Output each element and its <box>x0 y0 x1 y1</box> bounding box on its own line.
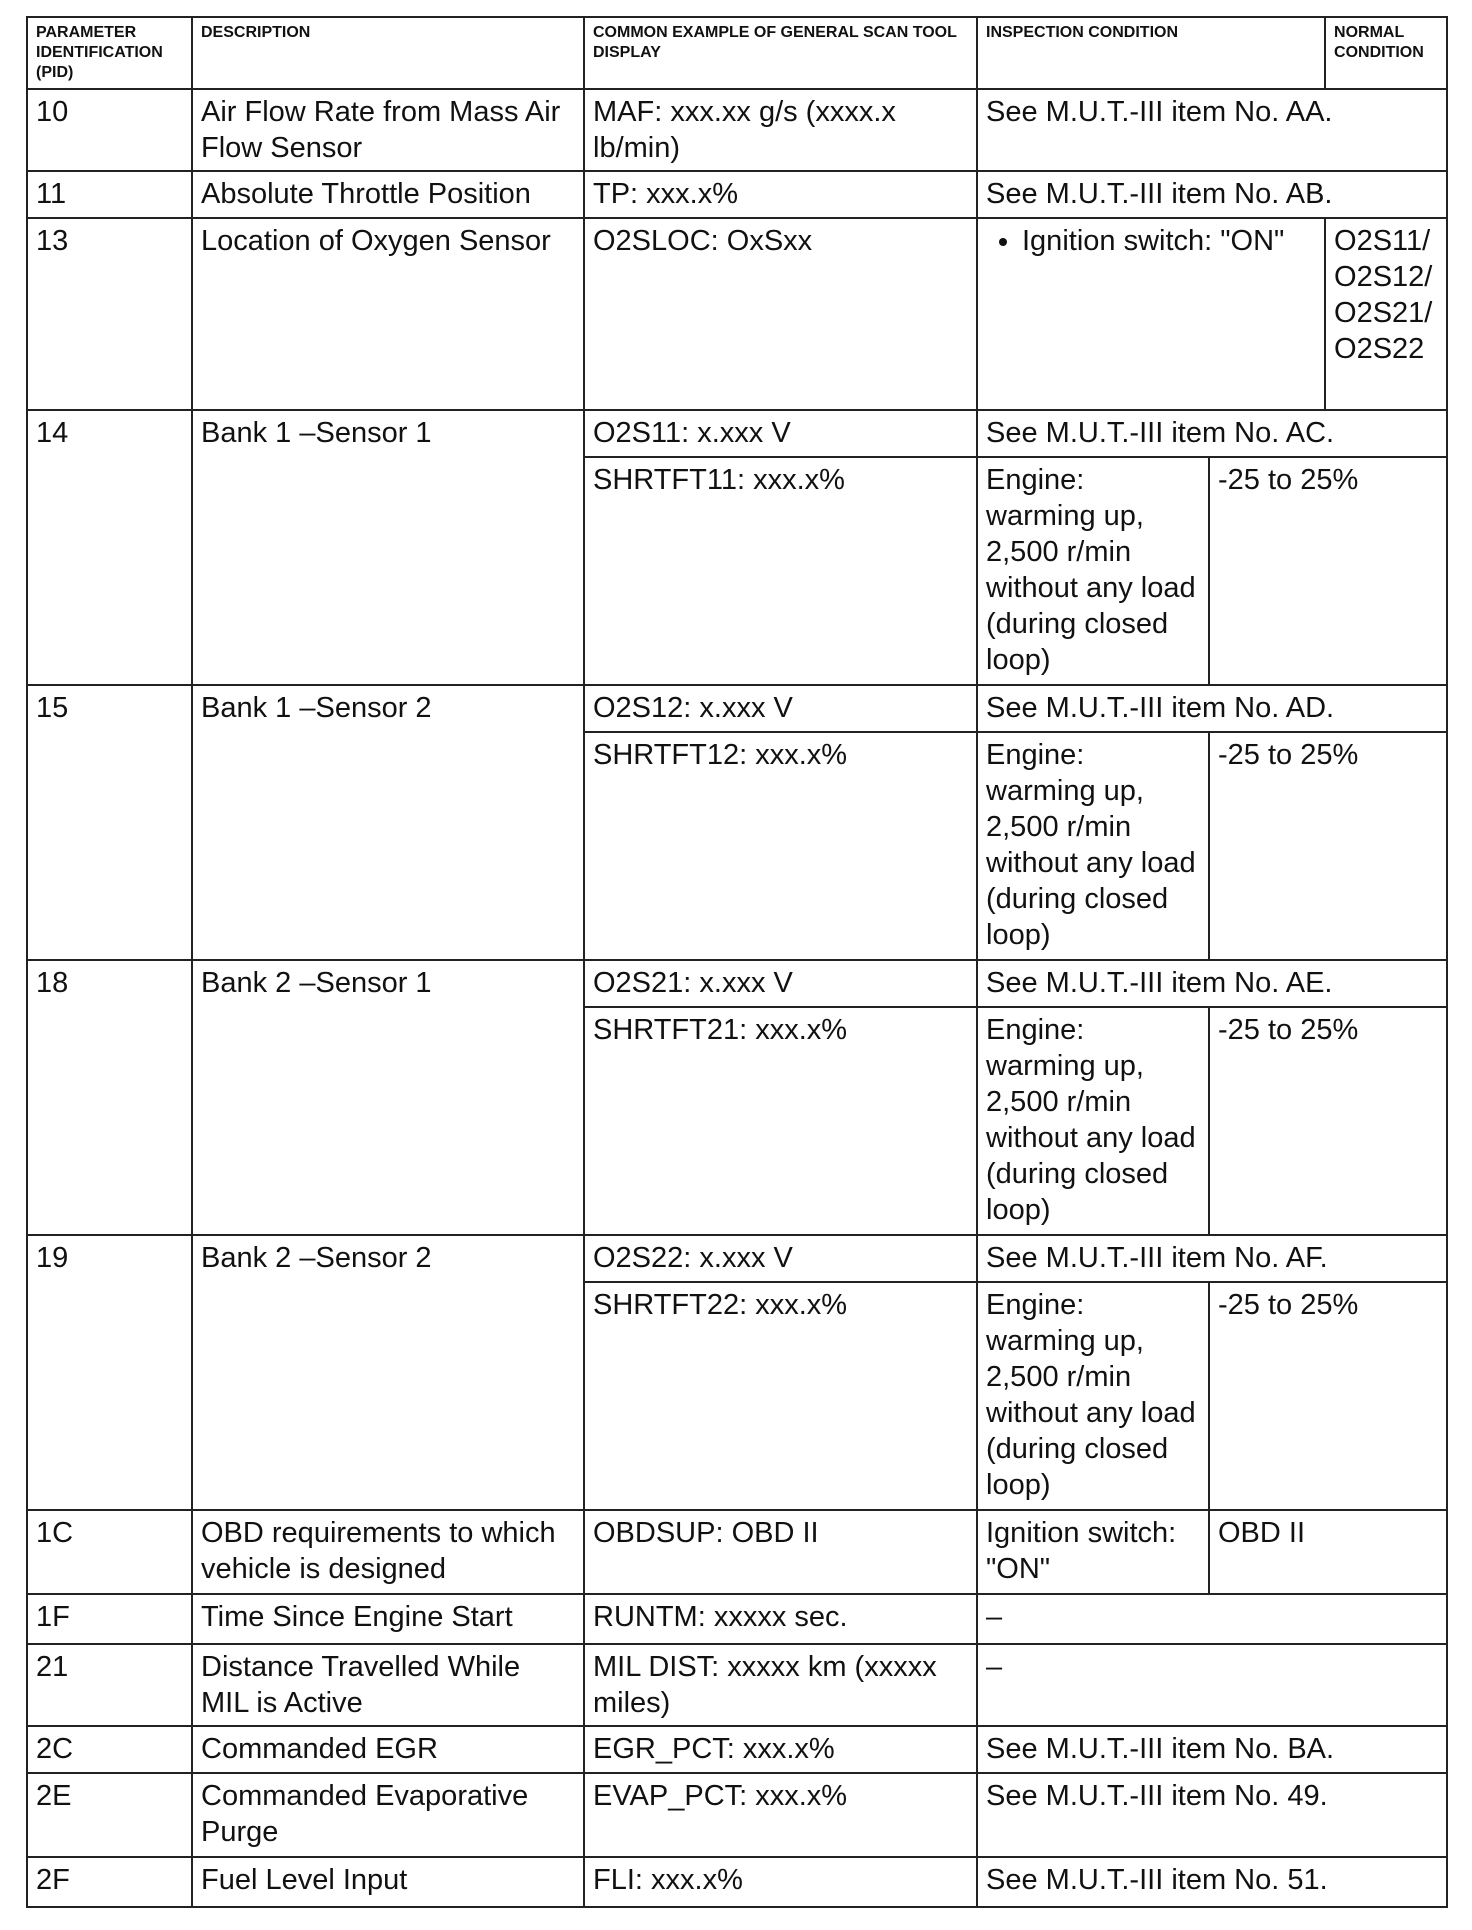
inspection-bullet: • Ignition switch: "ON" <box>1022 223 1316 259</box>
display-cell: O2S21: x.xxx V <box>584 960 977 1007</box>
description-cell: Fuel Level Input <box>192 1857 584 1907</box>
display-cell: MAF: xxx.xx g/s (xxxx.x lb/min) <box>584 89 977 171</box>
inspection-cell: See M.U.T.-III item No. AE. <box>977 960 1447 1007</box>
inspection-cell: Engine: warming up, 2,500 r/min without any load (during closed loop) <box>977 1282 1209 1510</box>
table-row <box>27 1235 1447 1282</box>
description-cell: Bank 2 –Sensor 1 <box>192 960 584 1235</box>
pid-cell: 13 <box>27 218 192 410</box>
inspection-cell: Engine: warming up, 2,500 r/min without any load (during closed loop) <box>977 732 1209 960</box>
display-cell: MIL DIST: xxxxx km (xxxxx miles) <box>584 1644 977 1726</box>
display-cell: EVAP_PCT: xxx.x% <box>584 1773 977 1857</box>
pid-cell: 2E <box>27 1773 192 1857</box>
description-cell: Bank 1 –Sensor 1 <box>192 410 584 685</box>
pid-cell: 2C <box>27 1726 192 1773</box>
description-cell: OBD requirements to which vehicle is designed <box>192 1510 584 1594</box>
inspection-cell: See M.U.T.-III item No. BA. <box>977 1726 1447 1773</box>
normal-cell: -25 to 25% <box>1209 1007 1447 1235</box>
display-cell: OBDSUP: OBD II <box>584 1510 977 1594</box>
inspection-cell: See M.U.T.-III item No. 49. <box>977 1773 1447 1857</box>
header-pid: PARAMETER IDENTIFICATION (PID) <box>27 17 192 89</box>
display-cell: EGR_PCT: xxx.x% <box>584 1726 977 1773</box>
table-row <box>27 1594 1447 1644</box>
inspection-cell: See M.U.T.-III item No. AA. <box>977 89 1447 171</box>
description-cell: Distance Travelled While MIL is Active <box>192 1644 584 1726</box>
description-cell: Bank 2 –Sensor 2 <box>192 1235 584 1510</box>
description-cell: Location of Oxygen Sensor <box>192 218 584 410</box>
normal-cell: OBD II <box>1209 1510 1447 1594</box>
inspection-cell: See M.U.T.-III item No. AF. <box>977 1235 1447 1282</box>
table-row <box>27 1510 1447 1594</box>
table-row <box>27 1644 1447 1726</box>
inspection-cell: See M.U.T.-III item No. 51. <box>977 1857 1447 1907</box>
display-cell: SHRTFT21: xxx.x% <box>584 1007 977 1235</box>
pid-cell: 15 <box>27 685 192 960</box>
pid-cell: 1C <box>27 1510 192 1594</box>
display-cell: SHRTFT22: xxx.x% <box>584 1282 977 1510</box>
table-row <box>27 171 1447 218</box>
header-inspection: INSPECTION CONDITION <box>977 17 1325 89</box>
pid-cell: 21 <box>27 1644 192 1726</box>
inspection-cell: Ignition switch: "ON" <box>977 1510 1209 1594</box>
description-cell: Commanded Evaporative Purge <box>192 1773 584 1857</box>
display-cell: SHRTFT11: xxx.x% <box>584 457 977 685</box>
inspection-cell: See M.U.T.-III item No. AD. <box>977 685 1447 732</box>
table-row <box>27 1726 1447 1773</box>
table-row <box>27 218 1447 410</box>
normal-cell: -25 to 25% <box>1209 732 1447 960</box>
inspection-cell: – <box>977 1594 1447 1644</box>
display-cell: O2S12: x.xxx V <box>584 685 977 732</box>
display-cell: O2S22: x.xxx V <box>584 1235 977 1282</box>
description-cell: Bank 1 –Sensor 2 <box>192 685 584 960</box>
description-cell: Time Since Engine Start <box>192 1594 584 1644</box>
display-cell: O2S11: x.xxx V <box>584 410 977 457</box>
normal-cell: O2S11/O2S12/O2S21/O2S22 <box>1325 218 1447 410</box>
table-row <box>27 1857 1447 1907</box>
inspection-cell: – <box>977 1644 1447 1726</box>
pid-cell: 10 <box>27 89 192 171</box>
table-row <box>27 960 1447 1007</box>
description-cell: Commanded EGR <box>192 1726 584 1773</box>
description-cell: Air Flow Rate from Mass Air Flow Sensor <box>192 89 584 171</box>
display-cell: RUNTM: xxxxx sec. <box>584 1594 977 1644</box>
inspection-cell: See M.U.T.-III item No. AC. <box>977 410 1447 457</box>
table-row <box>27 1773 1447 1857</box>
header-normal: NORMAL CONDITION <box>1325 17 1447 89</box>
display-cell: TP: xxx.x% <box>584 171 977 218</box>
normal-cell: -25 to 25% <box>1209 457 1447 685</box>
table-row <box>27 89 1447 171</box>
table-row <box>27 410 1447 457</box>
pid-cell: 14 <box>27 410 192 685</box>
pid-cell: 19 <box>27 1235 192 1510</box>
inspection-cell: See M.U.T.-III item No. AB. <box>977 171 1447 218</box>
pid-cell: 11 <box>27 171 192 218</box>
display-cell: SHRTFT12: xxx.x% <box>584 732 977 960</box>
normal-cell: -25 to 25% <box>1209 1282 1447 1510</box>
pid-cell: 2F <box>27 1857 192 1907</box>
header-display: COMMON EXAMPLE OF GENERAL SCAN TOOL DISPLAY <box>584 17 977 89</box>
pid-cell: 18 <box>27 960 192 1235</box>
header-description: DESCRIPTION <box>192 17 584 89</box>
display-cell: O2SLOC: OxSxx <box>584 218 977 410</box>
inspection-bullet-list <box>986 223 1316 259</box>
inspection-cell: Engine: warming up, 2,500 r/min without any load (during closed loop) <box>977 1007 1209 1235</box>
table-row <box>27 685 1447 732</box>
inspection-cell: Engine: warming up, 2,500 r/min without any load (during closed loop) <box>977 457 1209 685</box>
description-cell: Absolute Throttle Position <box>192 171 584 218</box>
display-cell: FLI: xxx.x% <box>584 1857 977 1907</box>
pid-cell: 1F <box>27 1594 192 1644</box>
pid-table <box>26 16 1448 1908</box>
inspection-cell <box>977 218 1325 410</box>
header-row <box>27 17 1447 89</box>
